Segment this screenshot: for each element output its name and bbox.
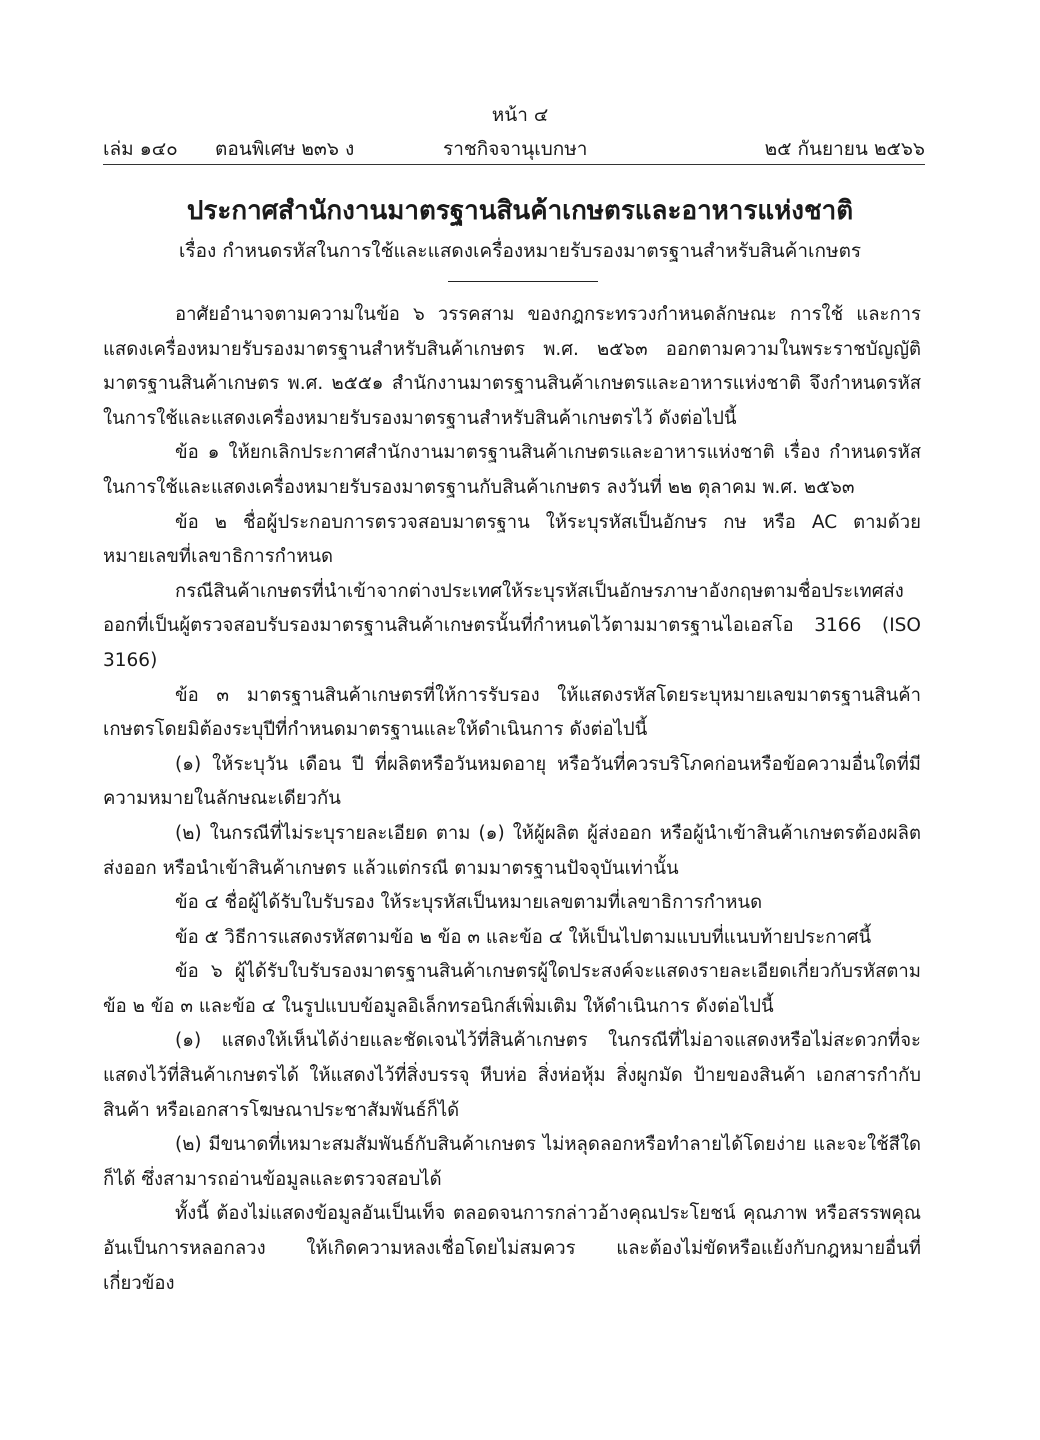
gazette-name: ราชกิจจานุเบกษา [443, 138, 588, 160]
issue-number: ตอนพิเศษ ๒๓๖ ง [215, 138, 355, 160]
clause-paragraph: ข้อ ๒ ชื่อผู้ประกอบการตรวจสอบมาตรฐาน ให้ระบุรหัสเป็นอักษร กษ หรือ AC ตามด้วยหมายเลขที่เลขาธิการกำหนด [103, 511, 921, 568]
clause-paragraph: ข้อ ๖ ผู้ได้รับใบรับรองมาตรฐานสินค้าเกษตรผู้ใดประสงค์จะแสดงรายละเอียดเกี่ยวกับรหัสตามข้อ ๒ ข้อ ๓ และข้อ ๔ ในรูปแบบข้อมูลอิเล็กทรอนิกส์เพิ่มเติม ให้ดำเนินการ ดังต่อไปนี้ [103, 961, 921, 1017]
page-number: หน้า ๔ [491, 104, 549, 126]
announcement-body [103, 298, 921, 1301]
clause-paragraph: (๑) ให้ระบุวัน เดือน ปี ที่ผลิตหรือวันหมดอายุ หรือวันที่ควรบริโภคก่อนหรือข้อความอื่นใดที่มีความหมายในลักษณะเดียวกัน [103, 753, 921, 810]
gazette-header [103, 134, 925, 162]
clause-paragraph: ข้อ ๕ วิธีการแสดงรหัสตามข้อ ๒ ข้อ ๓ และข้อ ๔ ให้เป็นไปตามแบบที่แนบท้ายประกาศนี้ [175, 926, 872, 948]
preamble-paragraph: อาศัยอำนาจตามความในข้อ ๖ วรรคสาม ของกฎกระทรวงกำหนดลักษณะ การใช้ และการแสดงเครื่องหมายรับรองมาตรฐานสำหรับสินค้าเกษตร พ.ศ. ๒๕๖๓ ออกตามความในพระราชบัญญัติมาตรฐานสินค้าเกษตร พ.ศ. ๒๕๕๑ สำนักงานมาตรฐานสินค้าเกษตรและอาหารแห่งชาติ จึงกำหนดรหัสในการใช้และแสดงเครื่องหมายรับรองมาตรฐานสำหรับสินค้าเกษตรไว้ ดังต่อไปนี้ [103, 304, 921, 429]
clause-paragraph: (๒) มีขนาดที่เหมาะสมสัมพันธ์กับสินค้าเกษตร ไม่หลุดลอกหรือทำลายได้โดยง่าย และจะใช้สีใดก็ได้ ซึ่งสามารถอ่านข้อมูลและตรวจสอบได้ [103, 1134, 921, 1190]
publication-date: ๒๕ กันยายน ๒๕๖๖ [764, 138, 925, 160]
clause-paragraph: ข้อ ๔ ชื่อผู้ได้รับใบรับรอง ให้ระบุรหัสเป็นหมายเลขตามที่เลขาธิการกำหนด [175, 892, 763, 914]
announcement-subject: เรื่อง กำหนดรหัสในการใช้และแสดงเครื่องหมายรับรองมาตรฐานสำหรับสินค้าเกษตร [178, 240, 862, 262]
clause-paragraph: ข้อ ๓ มาตรฐานสินค้าเกษตรที่ให้การรับรอง ให้แสดงรหัสโดยระบุหมายเลขมาตรฐานสินค้าเกษตรโดยมิต้องระบุปีที่กำหนดมาตรฐานและให้ดำเนินการ ดังต่อไปนี้ [103, 684, 921, 741]
volume-number: เล่ม ๑๔๐ [103, 138, 178, 160]
title-divider [448, 281, 598, 282]
announcement-title: ประกาศสำนักงานมาตรฐานสินค้าเกษตรและอาหารแห่งชาติ [186, 196, 854, 226]
clause-paragraph: (๒) ในกรณีที่ไม่ระบุรายละเอียด ตาม (๑) ให้ผู้ผลิต ผู้ส่งออก หรือผู้นำเข้าสินค้าเกษตรต้องผลิต ส่งออก หรือนำเข้าสินค้าเกษตร แล้วแต่กรณี ตามมาตรฐานปัจจุบันเท่านั้น [103, 822, 921, 879]
header-divider [103, 164, 925, 165]
clause-paragraph: ข้อ ๑ ให้ยกเลิกประกาศสำนักงานมาตรฐานสินค้าเกษตรและอาหารแห่งชาติ เรื่อง กำหนดรหัสในการใช้และแสดงเครื่องหมายรับรองมาตรฐานกับสินค้าเกษตร ลงวันที่ ๒๒ ตุลาคม พ.ศ. ๒๕๖๓ [103, 442, 921, 498]
closing-paragraph: ทั้งนี้ ต้องไม่แสดงข้อมูลอันเป็นเท็จ ตลอดจนการกล่าวอ้างคุณประโยชน์ คุณภาพ หรือสรรพคุณอันเป็นการหลอกลวง ให้เกิดความหลงเชื่อโดยไม่สมควร และต้องไม่ขัดหรือแย้งกับกฎหมายอื่นที่เกี่ยวข้อง [103, 1203, 921, 1294]
clause-paragraph: (๑) แสดงให้เห็นได้ง่ายและชัดเจนไว้ที่สินค้าเกษตร ในกรณีที่ไม่อาจแสดงหรือไม่สะดวกที่จะแสดงไว้ที่สินค้าเกษตรได้ ให้แสดงไว้ที่สิ่งบรรจุ หีบห่อ สิ่งห่อหุ้ม สิ่งผูกมัด ป้ายของสินค้า เอกสารกำกับสินค้า หรือเอกสารโฆษณาประชาสัมพันธ์ก็ได้ [103, 1030, 921, 1121]
clause-paragraph: กรณีสินค้าเกษตรที่นำเข้าจากต่างประเทศให้ระบุรหัสเป็นอักษรภาษาอังกฤษตามชื่อประเทศส่งออกที่เป็นผู้ตรวจสอบรับรองมาตรฐานสินค้าเกษตรนั้นที่กำหนดไว้ตามมาตรฐานไอเอสโอ 3166 (ISO 3166) [103, 580, 921, 671]
